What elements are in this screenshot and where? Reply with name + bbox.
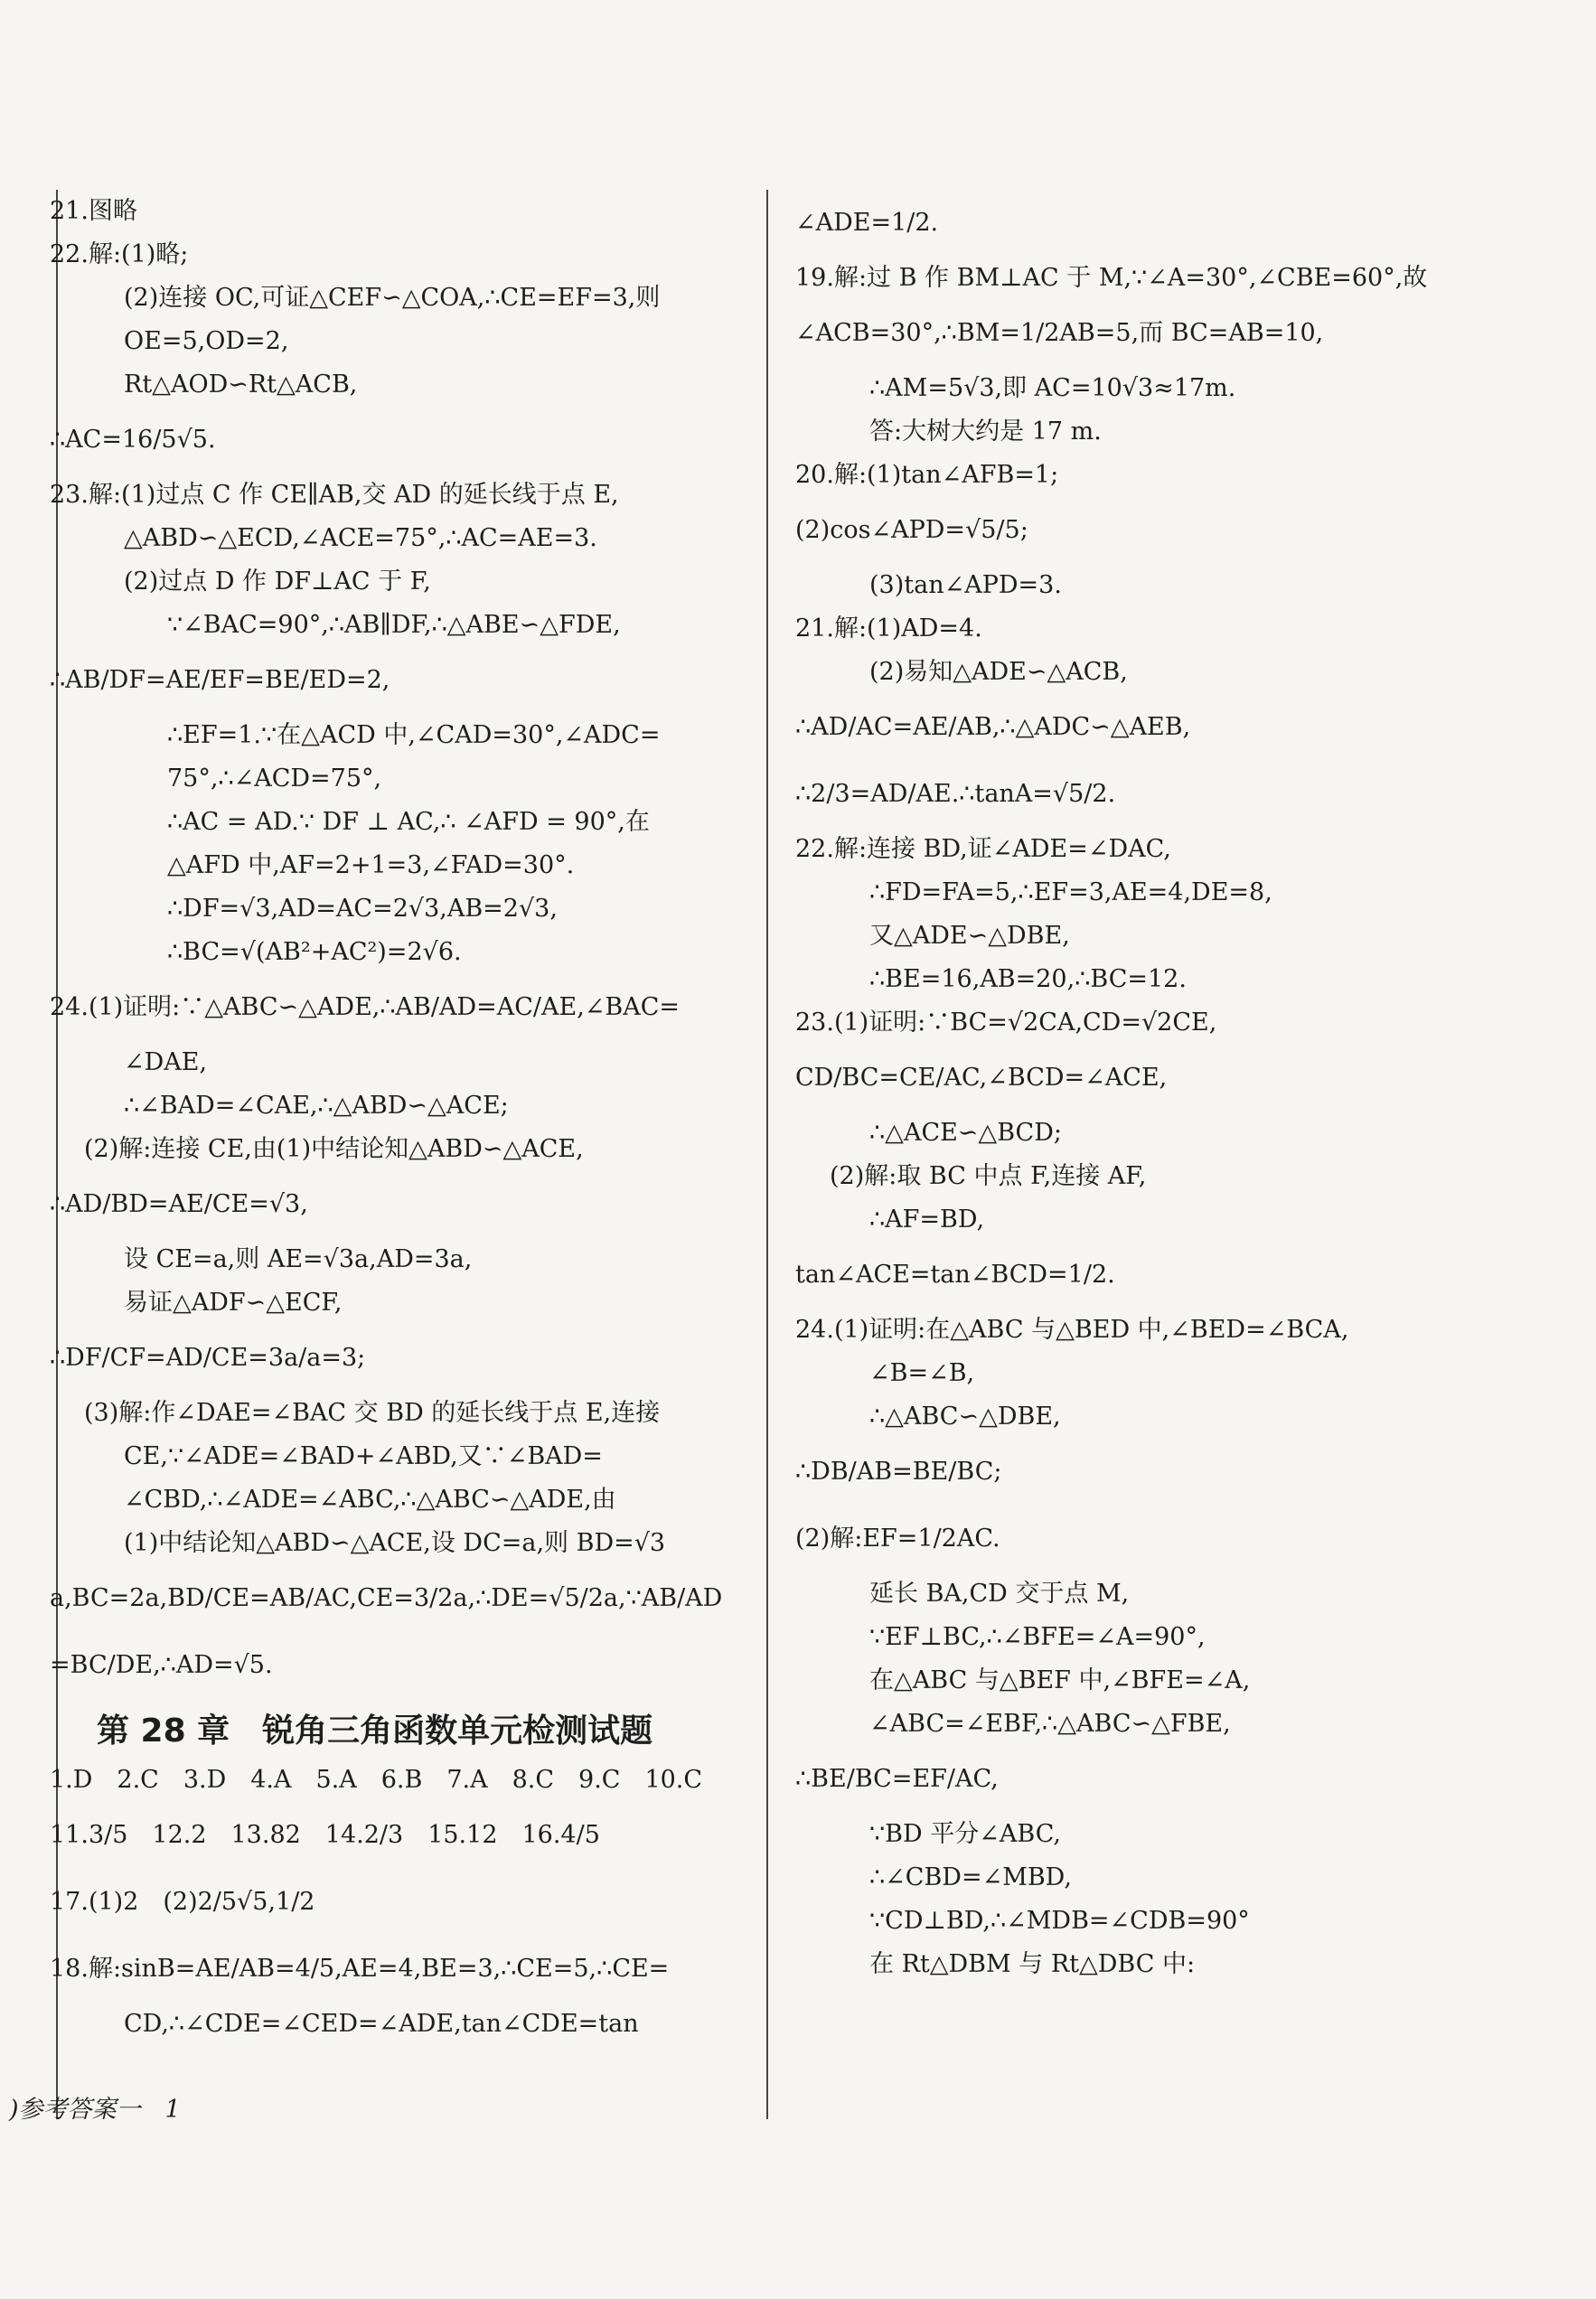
answer-line: ∠ACB=30°,∴BM=1/2AB=5,而 BC=AB=10, (795, 319, 1324, 347)
answer-line: 22.解:(1)略; (50, 240, 189, 268)
answer-line: ∴△ACE∽△BCD; (869, 1119, 1062, 1147)
answer-line: a,BC=2a,BD/CE=AB/AC,CE=3/2a,∴DE=√5/2a,∵AB/AD (50, 1584, 723, 1612)
answer-line: ∴AD/AC=AE/AB,∴△ADC∽△AEB, (795, 713, 1191, 741)
answer-line: ∴AF=BD, (869, 1206, 985, 1234)
answer-line: 18.解:sinB=AE/AB=4/5,AE=4,BE=3,∴CE=5,∴CE= (50, 1955, 670, 1983)
answer-line: ∴AM=5√3,即 AC=10√3≈17m. (869, 374, 1236, 402)
answer-line: 24.(1)证明:在△ABC 与△BED 中,∠BED=∠BCA, (795, 1316, 1349, 1344)
answer-line: 20.解:(1)tan∠AFB=1; (795, 461, 1059, 489)
left-column (50, 190, 755, 2046)
answer-line: tan∠ACE=tan∠BCD=1/2. (795, 1261, 1115, 1289)
answer-line: ∠ABC=∠EBF,∴△ABC∽△FBE, (869, 1710, 1231, 1738)
answer-line: ∵∠BAC=90°,∴AB∥DF,∴△ABE∽△FDE, (167, 611, 621, 639)
answer-line: 11.3/5 12.2 13.82 14.2/3 15.12 16.4/5 (50, 1821, 600, 1849)
answer-line: 又△ADE∽△DBE, (869, 922, 1070, 950)
answer-line: 21.解:(1)AD=4. (795, 615, 982, 643)
answer-line: (3)tan∠APD=3. (869, 571, 1062, 599)
answer-line: 23.解:(1)过点 C 作 CE∥AB,交 AD 的延长线于点 E, (50, 481, 619, 509)
chapter-answer-lines (50, 1759, 755, 2046)
answer-line: =BC/DE,∴AD=√5. (50, 1651, 273, 1679)
answer-line: ∠CBD,∴∠ADE=∠ABC,∴△ABC∽△ADE,由 (124, 1486, 616, 1514)
answer-line: 17.(1)2 (2)2/5√5,1/2 (50, 1888, 315, 1916)
answer-line: (3)解:作∠DAE=∠BAC 交 BD 的延长线于点 E,连接 (84, 1399, 661, 1427)
answer-line: ∴∠BAD=∠CAE,∴△ABD∽△ACE; (124, 1092, 509, 1120)
answer-line: 21.图略 (50, 197, 137, 225)
answer-line: △ABD∽△ECD,∠ACE=75°,∴AC=AE=3. (124, 524, 597, 552)
answer-line: ∴BE=16,AB=20,∴BC=12. (869, 965, 1187, 993)
answer-line: ∴EF=1.∵在△ACD 中,∠CAD=30°,∠ADC= (167, 721, 661, 749)
answer-line: (2)解:EF=1/2AC. (795, 1525, 1000, 1553)
answer-line: ∴AD/BD=AE/CE=√3, (50, 1190, 308, 1218)
answer-line: △AFD 中,AF=2+1=3,∠FAD=30°. (167, 851, 575, 879)
answer-line: ∵EF⊥BC,∴∠BFE=∠A=90°, (869, 1623, 1206, 1651)
answer-line: ∴DF=√3,AD=AC=2√3,AB=2√3, (167, 895, 558, 923)
answer-line: (2)连接 OC,可证△CEF∽△COA,∴CE=EF=3,则 (124, 284, 661, 312)
answer-line: 19.解:过 B 作 BM⊥AC 于 M,∵∠A=30°,∠CBE=60°,故 (795, 264, 1428, 292)
answer-line: 设 CE=a,则 AE=√3a,AD=3a, (124, 1245, 473, 1273)
answer-line: ∴DB/AB=BE/BC; (795, 1458, 1002, 1486)
answer-line: (2)解:取 BC 中点 F,连接 AF, (830, 1162, 1147, 1190)
answer-line: Rt△AOD∽Rt△ACB, (124, 371, 358, 399)
chapter-heading: 第 28 章 锐角三角函数单元检测试题 (97, 1713, 653, 1750)
answer-line: ∴FD=FA=5,∴EF=3,AE=4,DE=8, (869, 878, 1272, 906)
answer-line: ∠B=∠B, (869, 1359, 975, 1387)
answer-line: (2)cos∠APD=√5/5; (795, 516, 1028, 544)
page-footer: )参考答案一 1 (9, 2096, 181, 2124)
answer-line: ∴AC=16/5√5. (50, 426, 216, 454)
answer-line: 易证△ADF∽△ECF, (124, 1289, 343, 1317)
answer-line: 延长 BA,CD 交于点 M, (869, 1580, 1130, 1608)
answer-line: (2)易知△ADE∽△ACB, (869, 658, 1128, 686)
answer-line: ∴∠CBD=∠MBD, (869, 1863, 1072, 1891)
answer-line: (2)解:连接 CE,由(1)中结论知△ABD∽△ACE, (84, 1135, 584, 1163)
answer-line: CE,∵∠ADE=∠BAD+∠ABD,又∵∠BAD= (124, 1442, 603, 1470)
answer-line: ∠ADE=1/2. (795, 209, 939, 237)
answer-line: CD/BC=CE/AC,∠BCD=∠ACE, (795, 1064, 1168, 1092)
answer-line: ∠DAE, (124, 1048, 208, 1076)
answer-line: CD,∴∠CDE=∠CED=∠ADE,tan∠CDE=tan (124, 2010, 639, 2038)
answer-line: ∴2/3=AD/AE.∴tanA=√5/2. (795, 780, 1116, 808)
answer-line: 22.解:连接 BD,证∠ADE=∠DAC, (795, 835, 1171, 863)
column-divider (766, 190, 768, 2119)
answer-line: 在△ABC 与△BEF 中,∠BFE=∠A, (869, 1666, 1251, 1694)
answer-line: 答:大树大约是 17 m. (869, 418, 1102, 446)
answer-line: 75°,∴∠ACD=75°, (167, 765, 382, 793)
answer-line: 1.D 2.C 3.D 4.A 5.A 6.B 7.A 8.C 9.C 10.C (50, 1766, 703, 1794)
answer-line: ∵CD⊥BD,∴∠MDB=∠CDB=90° (869, 1907, 1250, 1935)
answer-line: ∵BD 平分∠ABC, (869, 1820, 1061, 1848)
answer-line: ∴BC=√(AB²+AC²)=2√6. (167, 938, 462, 966)
answer-line: ∴AB/DF=AE/EF=BE/ED=2, (50, 666, 390, 694)
answer-line: ∴AC = AD.∵ DF ⊥ AC,∴ ∠AFD = 90°,在 (167, 808, 650, 836)
answer-line: (1)中结论知△ABD∽△ACE,设 DC=a,则 BD=√3 (124, 1529, 666, 1557)
right-column (795, 190, 1536, 1986)
answer-line: ∴DF/CF=AD/CE=3a/a=3; (50, 1344, 366, 1372)
right-answer-lines (795, 190, 1536, 1986)
left-answer-lines (50, 190, 755, 1699)
answer-line: ∴△ABC∽△DBE, (869, 1403, 1061, 1431)
answer-line: (2)过点 D 作 DF⊥AC 于 F, (124, 568, 431, 596)
answer-line: 在 Rt△DBM 与 Rt△DBC 中: (869, 1950, 1196, 1978)
answer-line: 23.(1)证明:∵BC=√2CA,CD=√2CE, (795, 1009, 1217, 1037)
answer-line: 24.(1)证明:∵△ABC∽△ADE,∴AB/AD=AC/AE,∠BAC= (50, 993, 681, 1021)
answer-line: OE=5,OD=2, (124, 327, 289, 355)
answer-line: ∴BE/BC=EF/AC, (795, 1765, 999, 1793)
